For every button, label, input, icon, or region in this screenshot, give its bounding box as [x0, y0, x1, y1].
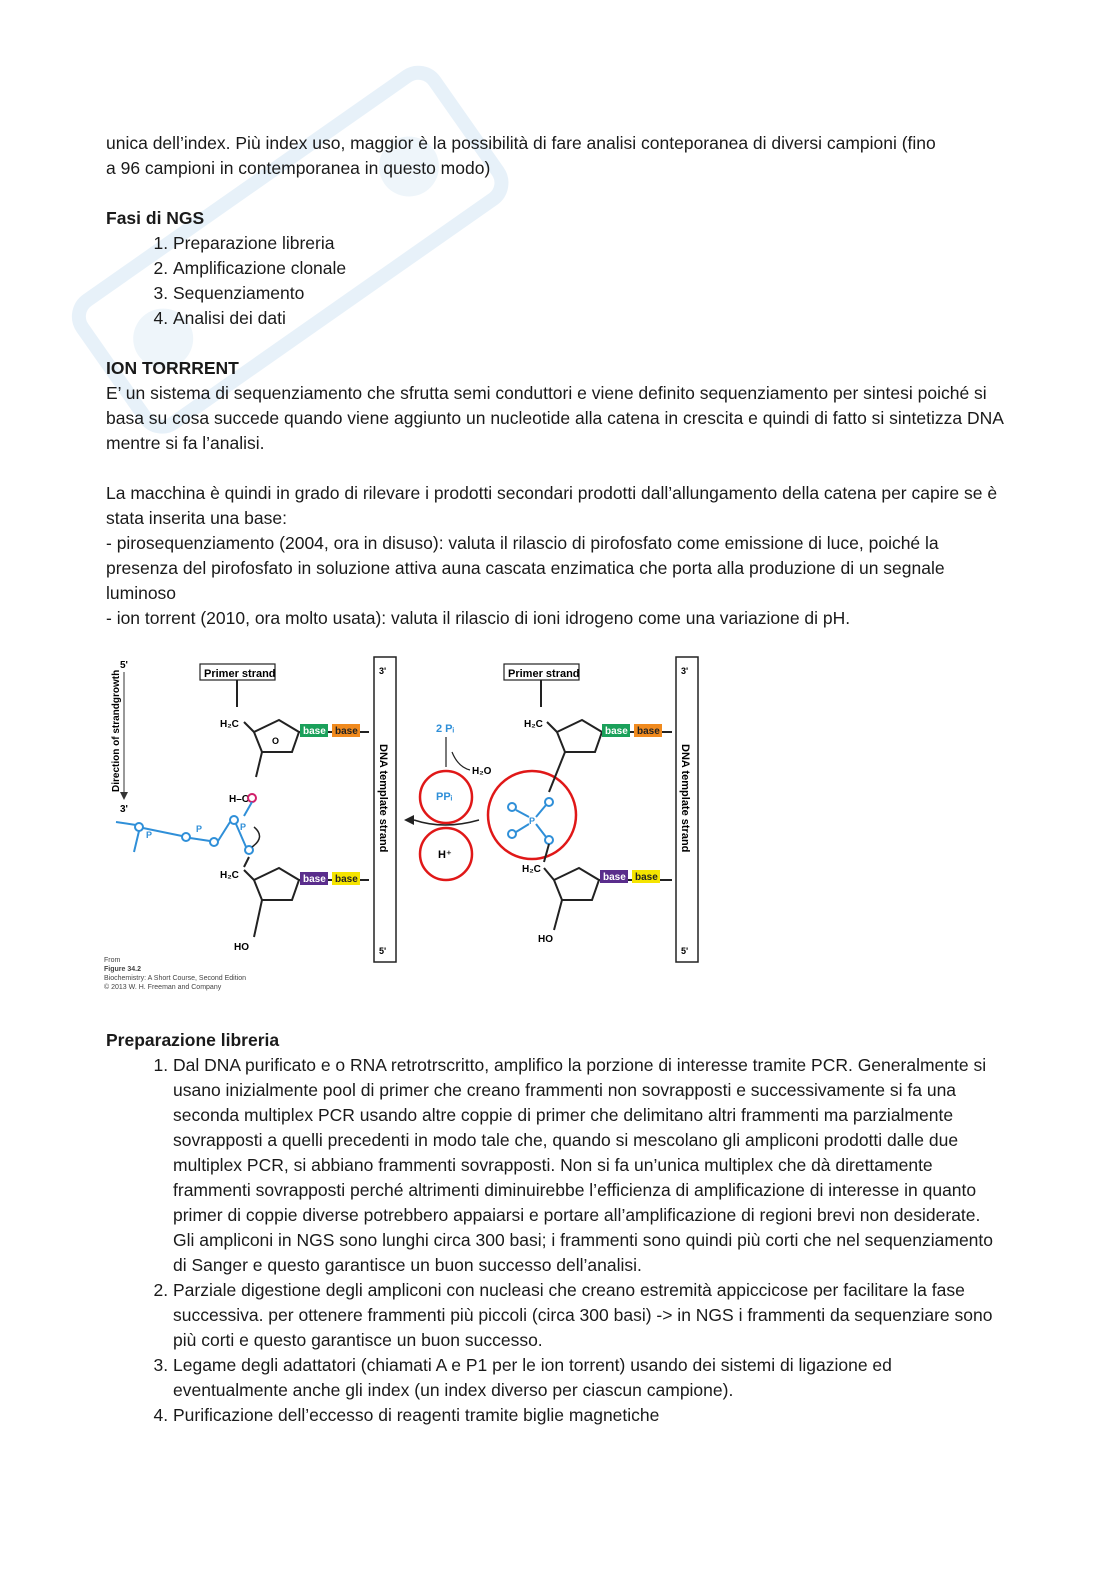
library-step-1-text: Dal DNA purificato e o RNA retrotrscritto, amplifico la porzione di interesse tramite PCR. Generalmente si usano inizialmente pool di primer che creano frammenti non sovrapposti e successivamente si fa una seconda multiplex PCR usando altre coppie di primer che delimitano altri frammenti ma parzialmente sovrapposti a quelli precedenti in modo tale che, quando si mescolano gli ampliconi prodotti dalle due multiplex PCR, si abbiano frammenti sovrapposti. Non si fa un’unica multiplex che dà direttamente frammenti sovrapposti perché altrimenti diminuirebbe l’efficienza di amplificazione di interesse in quanto primer di coppie diverse potrebbero appaiarsi e portare all’amplificazione di regioni brevi non desiderate.	[173, 1055, 987, 1225]
h2c-right-bottom: H₂C	[522, 864, 541, 875]
credit-copyright: © 2013 W. H. Freeman and Company	[104, 984, 222, 991]
document-body	[106, 131, 1011, 631]
base-label-green-left: base	[303, 726, 326, 737]
template-label-left: DNA template strand	[377, 744, 389, 853]
ngs-heading: Fasi di NGS	[106, 208, 205, 228]
intro-line-2: a 96 campioni in contemporanea in questo modo)	[106, 158, 491, 178]
h2c-left-top: H₂C	[220, 719, 239, 730]
phosphodiester-circle	[488, 771, 576, 859]
direction-arrow	[111, 660, 128, 815]
phosphorus-1: P	[146, 830, 153, 840]
direction-3prime: 3'	[120, 804, 128, 815]
library-step: 2. Parziale digestione degli ampliconi con nucleasi che creano estremità appiccicose per facilitare la fase successiva. per ottenere frammenti più piccoli (circa 300 basi) -> in NGS i frammenti da sequenziare sono più corti e questo garantisce un buon successo.	[173, 1278, 1011, 1353]
direction-label: Direction of strandgrowth	[111, 669, 122, 792]
base-label-green-right: base	[605, 726, 628, 737]
base-label-yellow-right: base	[635, 872, 658, 883]
base-label-yellow-left: base	[335, 874, 358, 885]
primer-label-left: Primer strand	[204, 668, 276, 680]
template-right-3prime: 3'	[681, 666, 689, 676]
phosphorus-3: P	[240, 822, 247, 832]
ion-torrent-bullet-1: - pirosequenziamento (2004, ora in disuso): valuta il rilascio di pirofosfato come emissione di luce, poiché la presenza del pirofosfato in soluzione attiva auna cascata enzimatica che porta alla produzione di un segnale luminoso	[106, 533, 945, 603]
figure-svg	[104, 652, 704, 997]
base-label-purple-right: base	[603, 872, 626, 883]
credit-book: Biochemistry: A Short Course, Second Edition	[104, 975, 247, 982]
ion-torrent-bullet-2: - ion torrent (2010, ora molto usata): valuta il rilascio di ioni idrogeno come una variazione di pH.	[106, 608, 851, 628]
library-heading: Preparazione libreria	[106, 1030, 280, 1050]
primer-label-right: Primer strand	[508, 668, 580, 680]
h2c-left-bottom: H₂C	[220, 870, 239, 881]
ngs-step: 1. Preparazione libreria	[173, 231, 1011, 256]
ngs-step: 4. Analisi dei dati	[173, 306, 1011, 331]
direction-5prime: 5'	[120, 660, 128, 671]
credit-from: From	[104, 957, 121, 964]
library-section	[106, 1028, 1011, 1428]
intro-line-1: unica dell’index. Più index uso, maggior è la possibilità di fare analisi conteporanea di diversi campioni (fino	[106, 133, 936, 153]
ppi-label: PPᵢ	[436, 791, 453, 803]
phosphorus-right: P	[529, 816, 536, 826]
phosphorus-2: P	[196, 824, 203, 834]
library-step	[173, 1053, 1011, 1278]
ion-torrent-figure	[104, 652, 704, 997]
template-left-3prime: 3'	[379, 666, 387, 676]
sugar-left-bottom	[244, 857, 369, 937]
h2c-right-top: H₂C	[524, 719, 543, 730]
template-left-5prime: 5'	[379, 946, 387, 956]
base-label-orange-left: base	[335, 726, 358, 737]
template-right-5prime: 5'	[681, 946, 689, 956]
hplus-label: H⁺	[438, 849, 452, 861]
ngs-step: 2. Amplificazione clonale	[173, 256, 1011, 281]
h2o-label: H₂O	[472, 766, 492, 777]
library-step: 4. Purificazione dell’eccesso di reagenti tramite biglie magnetiche	[173, 1403, 1011, 1428]
credit-figure: Figure 34.2	[104, 966, 141, 973]
oxygen-label: O	[272, 736, 280, 746]
ion-torrent-heading: ION TORRRENT	[106, 358, 239, 378]
triphosphate-chain	[116, 802, 253, 854]
ngs-steps-list	[106, 231, 1011, 331]
ho-right: HO	[538, 934, 553, 945]
sugar-right-bottom	[544, 844, 672, 930]
library-step: 3. Legame degli adattatori (chiamati A e P1 per le ion torrent) usando dei sistemi di ligazione ed eventualmente anche gli index (un index diverso per ciascun campione).	[173, 1353, 1011, 1403]
ho-left: HO	[234, 942, 249, 953]
ion-torrent-paragraph-1: E’ un sistema di sequenziamento che sfrutta semi conduttori e viene definito sequenziamento per sintesi poiché si basa su cosa succede quando viene aggiunto un nucleotide alla catena in crescita e quindi di fatto si sintetizza DNA mentre si fa l’analisi.	[106, 383, 1003, 453]
two-pi-label: 2 Pᵢ	[436, 723, 455, 735]
library-step-1-note: Gli ampliconi in NGS sono lunghi circa 300 basi; i frammenti sono quindi più corti che nel sequenziamento di Sanger e questo garantisce un buon successo dell’analisi.	[173, 1230, 994, 1275]
base-label-purple-left: base	[303, 874, 326, 885]
oh-label: H–O	[229, 794, 250, 805]
template-label-right: DNA template strand	[679, 744, 691, 853]
library-steps-list	[106, 1053, 1011, 1428]
base-label-orange-right: base	[637, 726, 660, 737]
ion-torrent-paragraph-2: La macchina è quindi in grado di rilevare i prodotti secondari prodotti dall’allungamento della catena per capire se è stata inserita una base:	[106, 483, 998, 528]
ngs-step: 3. Sequenziamento	[173, 281, 1011, 306]
